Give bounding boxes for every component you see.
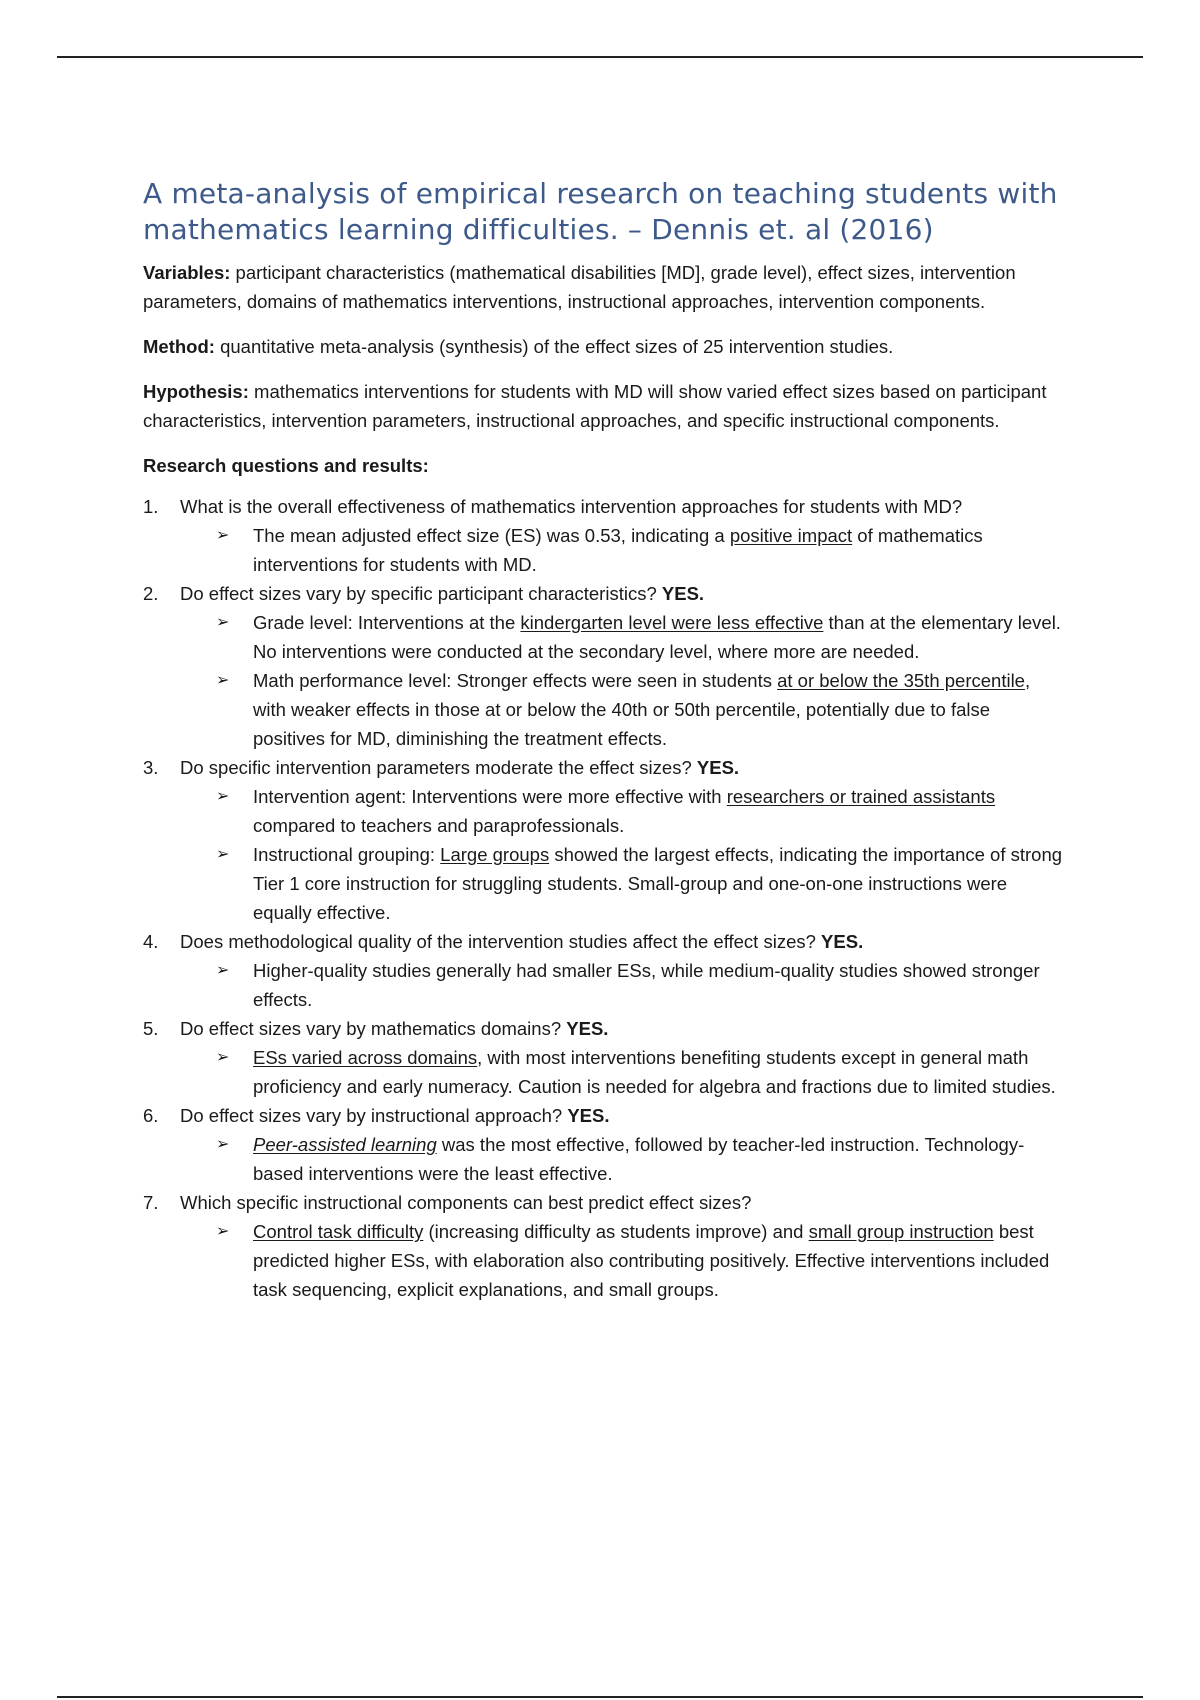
result-underlined-text: Large groups [440,844,550,865]
result-underlined-text: at or below the 35th percentile [777,670,1025,691]
variables-paragraph [143,258,1063,316]
document-body [143,176,1063,1304]
top-rule [57,56,1143,58]
arrow-bullet-icon: ➢ [216,846,230,863]
hypothesis-paragraph [143,377,1063,435]
result-underlined-text: positive impact [729,525,853,546]
research-questions-list [143,492,1063,1304]
method-label: Method: [143,336,215,357]
arrow-bullet-icon: ➢ [216,527,230,544]
arrow-bullet-icon: ➢ [216,1223,230,1240]
result-list [180,608,1063,753]
result-item [180,782,1063,840]
question-number: 2. [143,583,159,604]
research-question [143,753,1063,927]
research-question [143,1014,1063,1101]
research-question [143,492,1063,579]
result-underlined-text: kindergarten level were less effective [520,612,824,633]
research-question [143,579,1063,753]
bottom-rule [57,1696,1143,1698]
result-list [180,1217,1063,1304]
result-underlined-text: Control task difficulty [253,1221,424,1242]
result-text: than at the elementary level. No interventions were conducted at the secondary level, where more are needed. [253,612,1061,662]
arrow-bullet-icon: ➢ [216,1136,230,1153]
research-question [143,927,1063,1014]
arrow-bullet-icon: ➢ [216,962,230,979]
question-answer: YES. [821,931,864,952]
result-list [180,1130,1063,1188]
result-item [180,1217,1063,1304]
arrow-bullet-icon: ➢ [216,614,230,631]
result-underlined-text: small group instruction [808,1221,994,1242]
question-answer: YES. [696,757,740,778]
result-item [180,666,1063,753]
question-text: Do effect sizes vary by mathematics domains? [180,1018,567,1039]
question-number: 4. [143,931,159,952]
question-number: 3. [143,757,159,778]
question-text: Which specific instructional components can best predict effect sizes? [180,1192,752,1213]
result-item [180,840,1063,927]
hypothesis-text: mathematics interventions for students with MD will show varied effect sizes based on participant characteristics, intervention parameters, instructional approaches, and specific instructional components. [143,381,1047,431]
variables-text: participant characteristics (mathematical disabilities [MD], grade level), effect sizes, intervention parameters, domains of mathematics interventions, instructional approaches, intervention components. [143,262,1016,312]
question-text: What is the overall effectiveness of mathematics intervention approaches for students with MD? [180,496,963,517]
question-number: 1. [143,496,159,517]
variables-label: Variables: [143,262,231,283]
result-text: Instructional grouping: [253,844,441,865]
question-number: 7. [143,1192,159,1213]
result-text: The mean adjusted effect size (ES) was 0.53, indicating a [253,525,730,546]
result-text: , with most interventions benefiting students except in general math proficiency and early numeracy. Caution is needed for algebra and fractions due to limited studies. [253,1047,1056,1097]
question-text: Does methodological quality of the intervention studies affect the effect sizes? [180,931,822,952]
result-underlined-text: Peer-assisted learning [253,1134,437,1155]
result-text: Math performance level: Stronger effects were seen in students [253,670,778,691]
question-answer: YES. [661,583,705,604]
hypothesis-label: Hypothesis: [143,381,249,402]
result-item [180,956,1063,1014]
question-number: 5. [143,1018,159,1039]
arrow-bullet-icon: ➢ [216,788,230,805]
question-number: 6. [143,1105,159,1126]
result-item [180,1043,1063,1101]
result-text: (increasing difficulty as students improve) and [423,1221,809,1242]
result-text: , with weaker effects in those at or below the 40th or 50th percentile, potentially due to false positives for MD, diminishing the treatment effects. [253,670,1031,749]
result-item [180,1130,1063,1188]
result-text: compared to teachers and paraprofessionals. [253,815,625,836]
result-underlined-text: researchers or trained assistants [726,786,996,807]
question-text: Do specific intervention parameters moderate the effect sizes? [180,757,697,778]
result-underlined-text: ESs varied across domains [253,1047,478,1068]
result-text: showed the largest effects, indicating the importance of strong Tier 1 core instruction for struggling students. Small-group and one-on-one instructions were equally effective. [253,844,1063,923]
question-text: Do effect sizes vary by specific participant characteristics? [180,583,662,604]
research-question [143,1188,1063,1304]
question-answer: YES. [566,1018,609,1039]
question-text: Do effect sizes vary by instructional approach? [180,1105,568,1126]
result-text: Intervention agent: Interventions were more effective with [253,786,727,807]
document-title: A meta-analysis of empirical research on teaching students with mathematics learning difficulties. – Dennis et. al (2016) [143,177,1058,246]
result-list [180,782,1063,927]
arrow-bullet-icon: ➢ [216,1049,230,1066]
result-text: best predicted higher ESs, with elaboration also contributing positively. Effective interventions included task sequencing, explicit explanations, and small groups. [253,1221,1050,1300]
result-list [180,956,1063,1014]
research-questions-heading: Research questions and results: [143,455,429,476]
result-list [180,1043,1063,1101]
result-item [180,608,1063,666]
arrow-bullet-icon: ➢ [216,672,230,689]
question-answer: YES. [567,1105,610,1126]
method-text: quantitative meta-analysis (synthesis) of the effect sizes of 25 intervention studies. [214,336,894,357]
result-text: Grade level: Interventions at the [253,612,521,633]
result-text: of mathematics interventions for students with MD. [253,525,983,575]
result-text: Higher-quality studies generally had smaller ESs, while medium-quality studies showed stronger effects. [253,960,1040,1010]
method-paragraph [143,332,1063,361]
research-question [143,1101,1063,1188]
result-list [180,521,1063,579]
result-item [180,521,1063,579]
result-text: was the most effective, followed by teacher-led instruction. Technology-based interventions were the least effective. [253,1134,1025,1184]
